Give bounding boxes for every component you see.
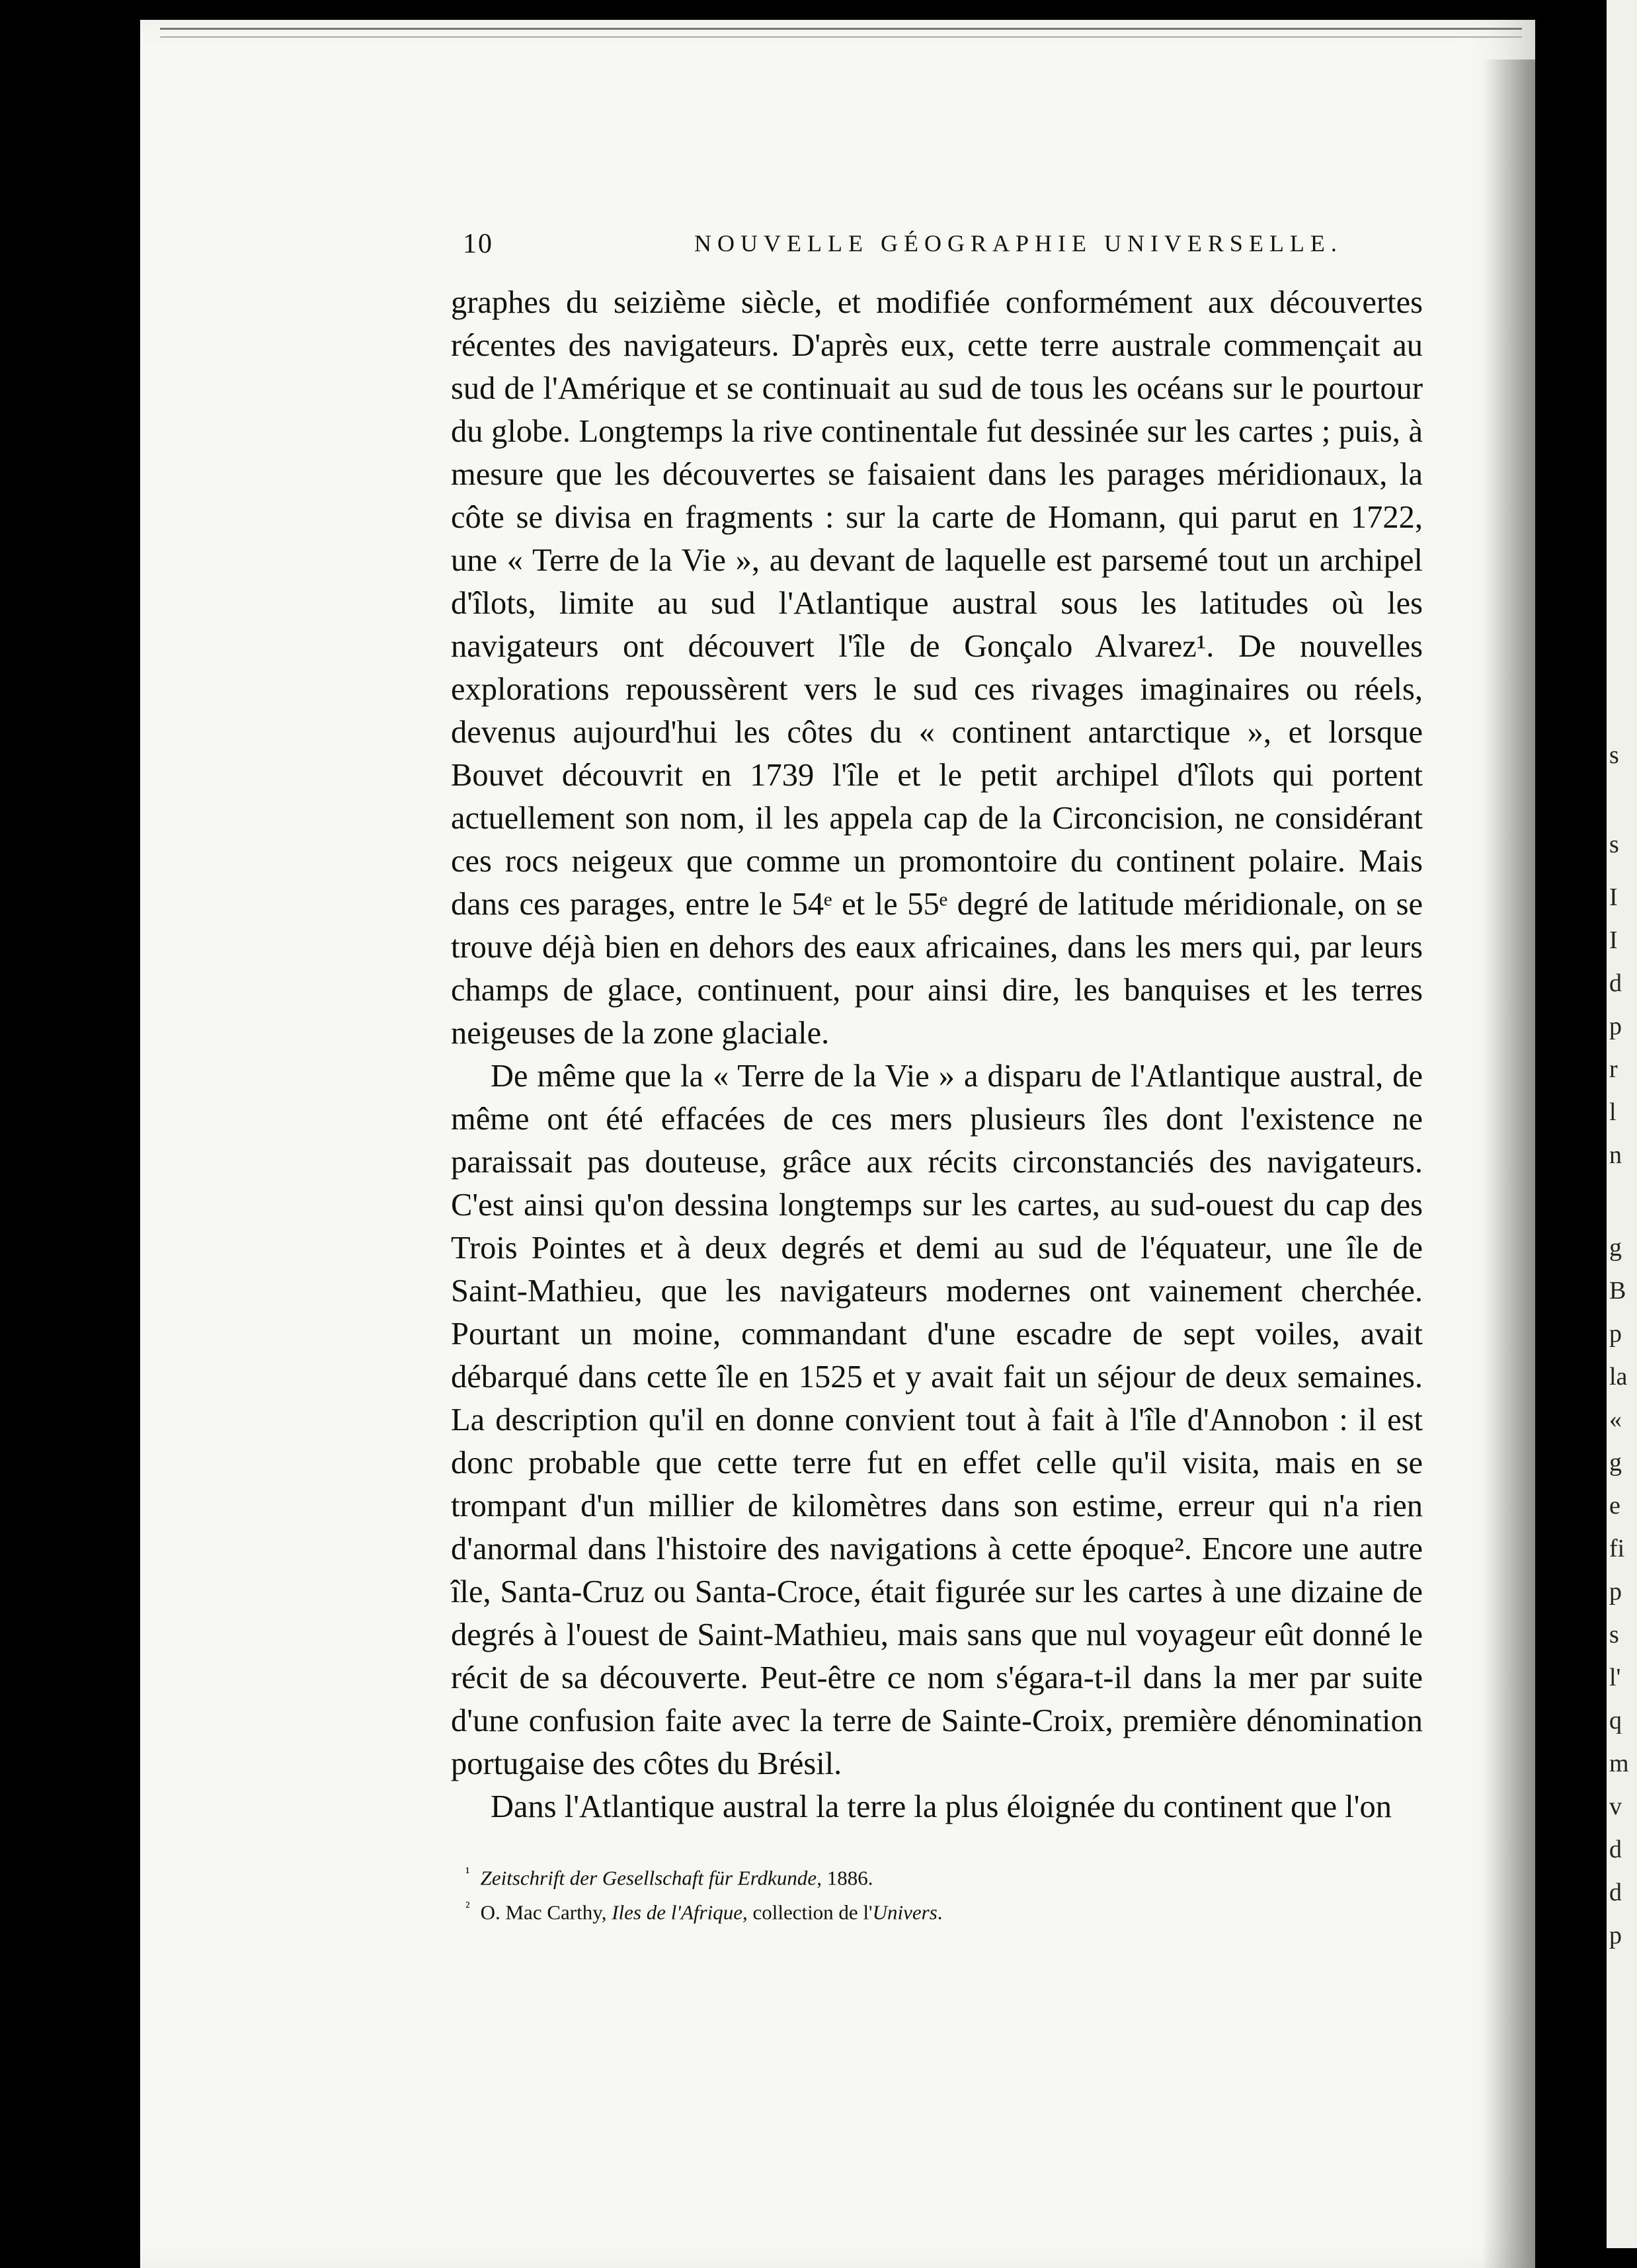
facing-page-letter: p xyxy=(1609,1922,1622,1949)
facing-page-letter: d xyxy=(1609,969,1622,997)
facing-page-letter: g xyxy=(1609,1234,1622,1262)
footnote xyxy=(451,1858,1423,1892)
footnote-title: Univers xyxy=(872,1900,938,1924)
running-header xyxy=(463,228,1421,268)
footnote-title: Zeitschrift der Gesellschaft für Erdkunde xyxy=(480,1866,817,1890)
footnote-mark: ² xyxy=(465,1898,470,1916)
page-gutter-shadow xyxy=(1482,60,1535,2268)
facing-page-letter: p xyxy=(1609,1578,1622,1605)
facing-page-letter: l' xyxy=(1609,1664,1621,1691)
facing-page-letter: l xyxy=(1609,1098,1617,1126)
facing-page-letter: « xyxy=(1609,1406,1622,1434)
facing-page-letter: r xyxy=(1609,1055,1618,1083)
footnote-mark: ¹ xyxy=(465,1864,470,1881)
facing-page-letter: q xyxy=(1609,1707,1622,1734)
facing-page-letter: d xyxy=(1609,1836,1622,1863)
footnote-title: Iles de l'Afrique xyxy=(612,1900,742,1924)
facing-page-letter: s xyxy=(1609,741,1619,769)
running-title: NOUVELLE GÉOGRAPHIE UNIVERSELLE. xyxy=(694,230,1343,257)
facing-page-letter: s xyxy=(1609,1621,1619,1648)
facing-page-letter: I xyxy=(1609,883,1618,911)
facing-page-letter: I xyxy=(1609,926,1618,954)
page-number: 10 xyxy=(463,229,493,259)
footnote-text: . xyxy=(937,1900,943,1924)
facing-page-letter: m xyxy=(1609,1750,1629,1777)
footnotes xyxy=(451,1858,1423,1927)
facing-page-letter: n xyxy=(1609,1141,1622,1169)
facing-page-letter: d xyxy=(1609,1879,1622,1906)
paragraph: graphes du seizième siècle, et modifiée conformément aux découvertes récentes des navigateurs. D'après eux, cette terre australe commençait au sud de l'Amérique et se continuait au sud de tous les océans sur le pourtour du globe. Longtemps la rive continentale fut dessinée sur les cartes ; puis, à mesure que les découvertes se faisaient dans les parages méridionaux, la côte se divisa en fragments : sur la carte de Homann, qui parut en 1722, une « Terre de la Vie », au devant de laquelle est parsemé tout un archipel d'îlots, limite au sud l'Atlantique austral sous les latitudes où les navigateurs ont découvert l'île de Gonçalo Alvarez¹. De nouvelles explorations repoussèrent vers le sud ces rivages imaginaires ou réels, devenus aujourd'hui les côtes du « continent antarctique », et lorsque Bouvet découvrit en 1739 l'île et le petit archipel d'îlots qui portent actuellement son nom, il les appela cap de la Circoncision, ne considérant ces rocs neigeux que comme un promontoire du continent polaire. Mais dans ces parages, entre le 54ᵉ et le 55ᵉ degré de latitude méridionale, on se trouve déjà bien en dehors des eaux africaines, dans les mers qui, par leurs champs de glace, continuent, pour ainsi dire, les banquises et les terres neigeuses de la zone glaciale. xyxy=(451,285,1423,1051)
footnote-text: , collection de l' xyxy=(742,1900,873,1924)
facing-page-letter: B xyxy=(1609,1277,1626,1305)
paragraph: Dans l'Atlantique austral la terre la plus éloignée du continent que l'on xyxy=(491,1789,1392,1824)
facing-page-letter: s xyxy=(1609,830,1619,858)
facing-page-letter: g xyxy=(1609,1449,1622,1477)
footnote-text: , 1886. xyxy=(817,1866,873,1890)
facing-page-letter: fi xyxy=(1609,1535,1625,1562)
footnote-author: O. Mac Carthy, xyxy=(480,1900,612,1924)
facing-page-letter: p xyxy=(1609,1012,1622,1040)
facing-page-letter: v xyxy=(1609,1793,1622,1820)
page-top-edge xyxy=(160,28,1522,38)
facing-page-letter: p xyxy=(1609,1320,1622,1348)
facing-page-letter: la xyxy=(1609,1363,1628,1391)
facing-page-letter: e xyxy=(1609,1492,1620,1519)
paragraph: De même que la « Terre de la Vie » a disparu de l'Atlantique austral, de même ont été effacées de ces mers plusieurs îles dont l'existence ne paraissait pas douteuse, grâce aux récits circonstanciés des navigateurs. C'est ainsi qu'on dessina longtemps sur les cartes, au sud-ouest du cap des Trois Pointes et à deux degrés et demi au sud de l'équateur, une île de Saint-Mathieu, que les navigateurs modernes ont vainement cherchée. Pourtant un moine, commandant d'une escadre de sept voiles, avait débarqué dans cette île en 1525 et y avait fait un séjour de deux semaines. La description qu'il en donne convient tout à fait à l'île d'Annobon : il est donc probable que cette terre fut en effet celle qu'il visita, mais en se trompant d'un millier de kilomètres dans son estime, erreur qui n'a rien d'anormal dans l'histoire des navigations à cette époque². Encore une autre île, Santa-Cruz ou Santa-Croce, était figurée sur les cartes à une dizaine de degrés à l'ouest de Saint-Mathieu, mais sans que nul voyageur eût donné le récit de sa découverte. Peut-être ce nom s'égara-t-il dans la mer par suite d'une confusion faite avec la terre de Sainte-Croix, première dénomination portugaise des côtes du Brésil. xyxy=(451,1059,1423,1781)
body-text xyxy=(451,281,1423,1828)
footnote xyxy=(451,1892,1423,1927)
